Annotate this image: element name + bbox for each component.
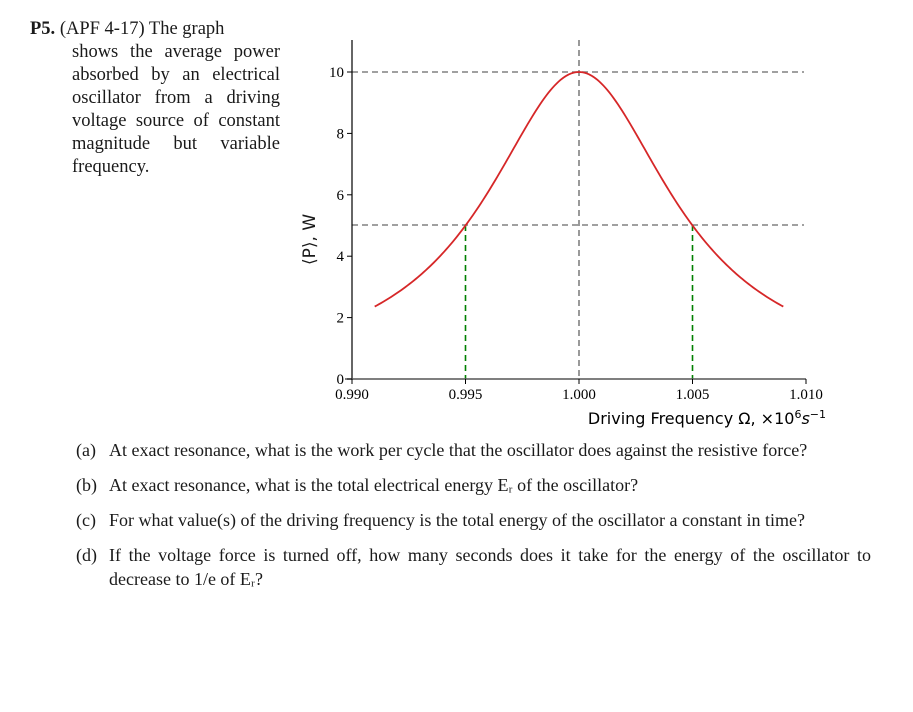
y-tick-label: 6 bbox=[336, 187, 344, 204]
intro-text: shows the average power absorbed by an electrical oscillator from a driving voltage source of constant magnitude but variable frequency. bbox=[72, 42, 280, 177]
question-a bbox=[76, 438, 871, 462]
y-tick-label: 0 bbox=[336, 372, 344, 388]
question-text: If the voltage force is turned off, how many seconds does it take for the energy of the oscillator to decrease to 1/e of Eᵣ? bbox=[109, 545, 871, 589]
y-tick-label: 4 bbox=[336, 249, 344, 266]
x-tick-label: 1.000 bbox=[562, 387, 596, 403]
question-b bbox=[76, 473, 871, 497]
question-c bbox=[76, 508, 871, 532]
problem-number: P5. bbox=[30, 19, 56, 39]
y-tick-label: 10 bbox=[329, 65, 344, 81]
questions-list bbox=[76, 438, 871, 602]
intro-first-line: The graph bbox=[148, 19, 225, 39]
y-ticks bbox=[329, 65, 352, 388]
x-ticks bbox=[335, 379, 823, 403]
question-text: For what value(s) of the driving frequency is the total energy of the oscillator a constant in time? bbox=[109, 510, 805, 530]
y-axis-label: ⟨P⟩, W bbox=[300, 213, 320, 265]
y-tick-label: 8 bbox=[336, 126, 344, 143]
question-label: (d) bbox=[76, 545, 97, 565]
question-label: (c) bbox=[76, 510, 96, 530]
question-text: At exact resonance, what is the work per cycle that the oscillator does against the resistive force? bbox=[109, 440, 808, 460]
y-tick-label: 2 bbox=[336, 310, 344, 327]
x-tick-label: 1.010 bbox=[789, 387, 823, 403]
x-tick-label: 1.005 bbox=[675, 387, 710, 403]
question-label: (b) bbox=[76, 475, 97, 495]
x-tick-label: 0.995 bbox=[448, 387, 483, 403]
x-axis-label: Driving Frequency Ω, $\times 10^6s^{-1}$ bbox=[587, 408, 826, 428]
question-d bbox=[76, 543, 871, 591]
problem-source: (APF 4-17) bbox=[59, 19, 145, 39]
question-text: At exact resonance, what is the total electrical energy Eᵣ of the oscillator? bbox=[109, 475, 639, 495]
question-label: (a) bbox=[76, 440, 96, 460]
x-tick-label: 0.990 bbox=[335, 387, 369, 403]
